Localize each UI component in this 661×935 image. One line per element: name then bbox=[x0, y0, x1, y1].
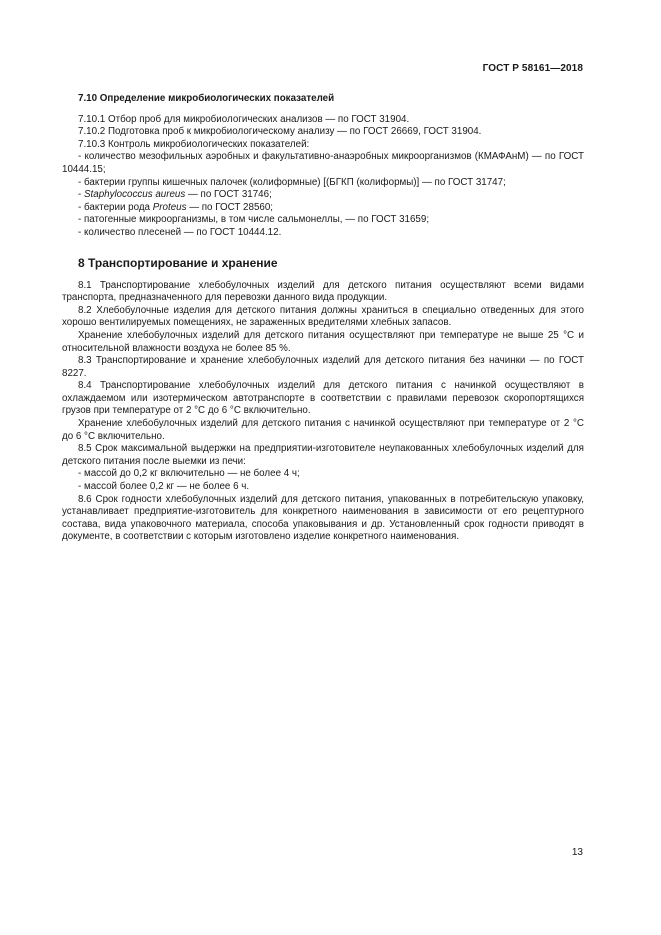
list-item-weight-high: - массой более 0,2 кг — не более 6 ч. bbox=[78, 481, 250, 493]
list-item-staphylococcus bbox=[62, 189, 584, 202]
paragraph-8-5: 8.5 Срок максимальной выдержки на предприятии-изготовителе неупакованных хлебобулочных изделий для детского питания после выемки из печи: bbox=[62, 443, 584, 467]
paragraph-8-1: 8.1 Транспортирование хлебобулочных изделий для детского питания осуществляют всеми видами транспорта, предназначенного для перевозки данного вида продукции. bbox=[62, 279, 584, 304]
page-content bbox=[62, 93, 584, 544]
species-name: Staphylococcus aureus bbox=[83, 189, 186, 201]
item-prefix: - бактерии рода bbox=[78, 201, 153, 213]
list-item-bgkp: - бактерии группы кишечных палочек (колиформные) [(БГКП (колиформы)] — по ГОСТ 31747; bbox=[78, 176, 506, 188]
paragraph-8-2: 8.2 Хлебобулочные изделия для детского питания должны храниться в специально отведенных для этого хорошо вентилируемых помещениях, не зараженных вредителями хлебных запасов. bbox=[62, 304, 584, 329]
section-710-heading: 7.10 Определение микробиологических показателей bbox=[78, 93, 335, 104]
page-number: 13 bbox=[571, 847, 583, 858]
paragraph-8-4: 8.4 Транспортирование хлебобулочных изделий для детского питания с начинкой осуществляют в охлаждаемом или изотермическом автотранспорте в соответствии с правилами перевозок скоропортящихся грузов при температуре от 2 °С до 6 °С включительно. bbox=[62, 380, 584, 417]
paragraph-7-10-1: 7.10.1 Отбор проб для микробиологических анализов — по ГОСТ 31904. bbox=[78, 113, 410, 125]
paragraph-8-3: 8.3 Транспортирование и хранение хлебобулочных изделий для детского питания без начинки — по ГОСТ 8227. bbox=[62, 355, 584, 379]
item-suffix: — по ГОСТ 28560; bbox=[186, 201, 274, 213]
genus-name: Proteus bbox=[152, 201, 187, 213]
paragraph-8-2-storage: Хранение хлебобулочных изделий для детского питания осуществляют при температуре не выше 25 °С и относительной влажности воздуха не более 85 %. bbox=[62, 329, 584, 354]
paragraph-7-10-3: 7.10.3 Контроль микробиологических показателей: bbox=[78, 138, 310, 150]
item-suffix: — по ГОСТ 31746; bbox=[185, 189, 272, 201]
list-item-molds: - количество плесеней — по ГОСТ 10444.12. bbox=[78, 226, 282, 238]
item-prefix: - bbox=[78, 189, 84, 201]
paragraph-8-6: 8.6 Срок годности хлебобулочных изделий для детского питания, упакованных в потребительскую упаковку, устанавливает предприятие-изготовитель для конкретного наименования в зависимости от его рецептурного состава, вида упаковочного материала, способа упаковывания и др. Установленный срок годности приводят в документе, в соответствии с которым изготовлено изделие конкретного наименования. bbox=[62, 493, 584, 543]
list-item-proteus bbox=[62, 202, 584, 215]
list-item-kmafanm: - количество мезофильных аэробных и факультативно-анаэробных микроорганизмов (КМАФАнМ) — по ГОСТ 10444.15; bbox=[62, 151, 584, 175]
list-item-weight-low: - массой до 0,2 кг включительно — не более 4 ч; bbox=[78, 468, 300, 480]
paragraph-8-4-storage: Хранение хлебобулочных изделий для детского питания с начинкой осуществляют при температуре от 2 °С до 6 °С включительно. bbox=[62, 418, 584, 442]
section-8-heading: 8 Транспортирование и хранение bbox=[78, 255, 278, 270]
document-header: ГОСТ Р 58161—2018 bbox=[482, 63, 583, 74]
list-item-pathogens: - патогенные микроорганизмы, в том числе сальмонеллы, — по ГОСТ 31659; bbox=[78, 214, 430, 226]
paragraph-7-10-2: 7.10.2 Подготовка проб к микробиологическому анализу — по ГОСТ 26669, ГОСТ 31904. bbox=[78, 126, 482, 138]
